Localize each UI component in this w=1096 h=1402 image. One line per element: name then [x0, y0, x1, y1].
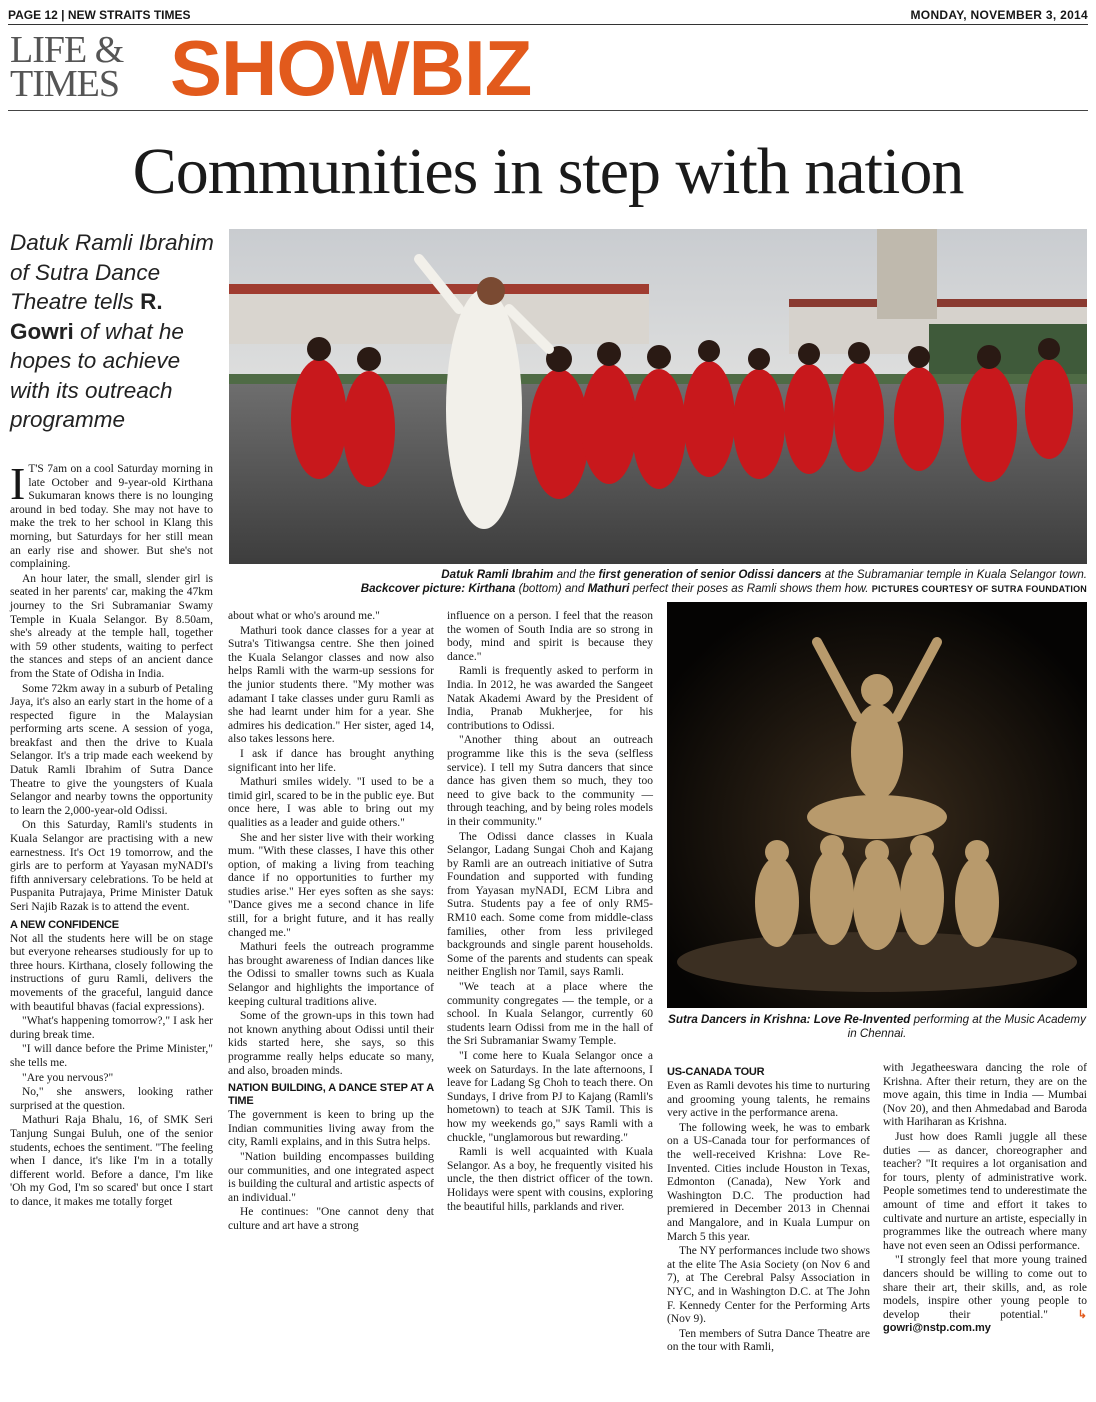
- article-column-4: [667, 1062, 870, 1397]
- subhead-new-confidence: A NEW CONFIDENCE: [10, 918, 119, 931]
- standfirst-intro: Datuk Ramli Ibrahim of Sutra Dance Theatre tells: [10, 230, 214, 314]
- subhead-nation-building: NATION BUILDING, A DANCE STEP AT A TIME: [228, 1082, 434, 1108]
- article-paragraph: Mathuri Raja Bhalu, 16, of SMK Seri Tanjung Sungai Buluh, one of the senior students, echoes the sentiment. "The feeling when I dance, it's like I'm in a totally different world. Before a dance, I'm like 'Oh my God, I'm so scared' but once I start to dance, it makes me totally forget: [10, 1114, 213, 1208]
- article-column-1: [10, 458, 213, 1393]
- article-paragraph: Some 72km away in a suburb of Petaling Jaya, it's also an early start in the home of a respected figure in the Malaysian performing arts scene. A session of yoga, breakfast and then the drive to Kuala Selangor. It's a trip made each weekend by Datuk Ramli Ibrahim of Sutra Dance Theatre to give the youngsters of Kuala Selangor and nearby towns the opportunity to learn the 2,000-year-old Odissi.: [10, 682, 213, 817]
- article-paragraph: "Another thing about an outreach programme like this is the seva (selfless service). I tell my Sutra dancers that since dance has given them so much, they too need to give back to the community — through teaching, and by being roles models in their community.": [447, 734, 653, 828]
- article-paragraph: "What's happening tomorrow?," I ask her during break time.: [10, 1015, 213, 1041]
- article-paragraph: An hour later, the small, slender girl is seated in her parents' car, making the 47km journey to the Sri Subramaniar Swamy Temple in Kuala Selangor. By 8.50am, she's already at the temple hall, together with 59 other students, waiting to perfect the stances and steps of an ancient dance from the State of Odisha in India.: [10, 572, 213, 680]
- photo-dancers-temple: [229, 229, 1087, 564]
- article-paragraph: Ramli is frequently asked to perform in India. In 2012, he was awarded the Sangeet Natak Akademi Award by the President of India, Pranab Mukherjee, for his contributions to Odissi.: [447, 665, 653, 732]
- section-title-showbiz: SHOWBIZ: [170, 24, 532, 112]
- standfirst-outro: of what he hopes to achieve with its outreach programme: [10, 318, 184, 432]
- caption2-name: Sutra Dancers in Krishna: Love Re-Invented: [668, 1013, 911, 1026]
- article-paragraph: The Odissi dance classes in Kuala Selangor, Ladang Sungai Choh and Kajang by Ramli are an outreach initiative of Sutra Foundation and supported with funding from Yayasan myNADI, ECM Libra and Sutra. Students pay a fee of only RM5-RM10 each. Some come from middle-class families, other from less privileged backgrounds and single parent households. Some of the parents and students can speak neither English nor Tamil, says Ramli.: [447, 830, 653, 979]
- article-paragraph: [883, 1254, 1087, 1336]
- section-label-life-times: [10, 29, 160, 105]
- caption-mid: and the: [556, 568, 596, 581]
- article-paragraph: No," she answers, looking rather surprised at the question.: [10, 1086, 213, 1112]
- paragraph-text: "I strongly feel that more young trained dancers should be willing to come out to share their art, their skills, and, as role models, inspire other young people to develop their potential.": [883, 1254, 1087, 1321]
- article-column-5: [883, 1062, 1087, 1397]
- caption-back-label: Backcover picture:: [360, 582, 466, 595]
- photo-caption-bottom: [667, 1013, 1087, 1041]
- photo-caption-top: [229, 568, 1087, 596]
- caption-kirthana: Kirthana: [468, 582, 516, 595]
- article-paragraph: She and her sister live with their working mum. "With these classes, I have this other option, of making a living from teaching dance if no opportunities to further my studies arise." Her eyes soften as she says: "Dance gives me a second chance in life still, for a bright future, and it has really changed me.": [228, 831, 434, 939]
- article-paragraph: "I come here to Kuala Selangor once a week on Saturdays. In the late afternoons, I leave for Ladang Sg Choh to teach there. On Sundays, I drive from PJ to Kajang (Ramli's hometown) to teach at SJK Tamil. This is how my weekends go," says Ramli with a chuckle, "unglamorous but rewarding.": [447, 1050, 653, 1144]
- caption2-rest: performing at the Music Academy in Chennai.: [847, 1013, 1086, 1040]
- article-paragraph: Just how does Ramli juggle all these duties — as dancer, choreographer and teacher? "It requires a lot organisation and for tours, plenty of administrative work. People sometimes tend to underestimate the amount of time and effort it takes to cultivate and nurture an artiste, especially in programmes like the outreach where many have not even seen an Odissi performance.: [883, 1130, 1087, 1252]
- article-paragraph: Ramli is well acquainted with Kuala Selangor. As a boy, he frequently visited his uncle, the then district officer of the town. Holidays were spent with cousins, exploring the beautiful hills, parklands and river.: [447, 1146, 653, 1213]
- article-paragraph: Ten members of Sutra Dance Theatre are on the tour with Ramli,: [667, 1327, 870, 1354]
- article-paragraph: influence on a person. I feel that the reason the women of South India are so strong in body, mind and spirit is because they dance.": [447, 610, 653, 663]
- article-paragraph: Mathuri took dance classes for a year at Sutra's Titiwangsa centre. She then joined the Kuala Selangor classes and now also helps Ramli with the warm-up sessions for the junior students there. "My mother was adamant I take classes under guru Ramli as she had learnt under him for a year. She admires his dedication." Her sister, aged 14, also takes lessons here.: [228, 624, 434, 746]
- photo-dancers-temple-art: [229, 229, 1087, 564]
- article-paragraph: "We teach at a place where the community congregates — the temple, or a school. In Kuala Selangor, currently 60 students learn Odissi from me in the hall of the Sri Subramaniar Swamy Temple.: [447, 981, 653, 1048]
- standfirst-author: R. Gowri: [10, 289, 163, 344]
- article-paragraph: Not all the students here will be on stage but everyone rehearses studiously for up to three hours. Kirthana, closely following the instructions of guru Ramli, delivers the movements of the graceful, languid dance with beautiful bhavas (facial expressions).: [10, 932, 213, 1013]
- article-column-3: [447, 610, 653, 1395]
- article-paragraph: On this Saturday, Ramli's students in Kuala Selangor are practising with a new earnestness. It's Oct 19 tomorrow, and the girls are to perform at Yayasan myNADI's fifth anniversary celebrations. To be held at Puspanita Putrajaya, Prime Minister Datuk Seri Najib Razak is to attend the event.: [10, 819, 213, 913]
- caption-place: at the Subramaniar temple in Kuala Selangor town.: [824, 568, 1087, 581]
- article-paragraph: The government is keen to bring up the Indian communities living away from the city, Ramli explains, and in this Sutra helps.: [228, 1109, 434, 1149]
- section-label-line-2: TIMES: [10, 63, 119, 105]
- article-paragraph: Mathuri feels the outreach programme has brought awareness of Indian dances like the Odissi to smaller towns such as Kuala Selangor and highlights the importance of keeping cultural traditions alive.: [228, 941, 434, 1008]
- article-paragraph: He continues: "One cannot deny that culture and art have a strong: [228, 1206, 434, 1232]
- author-email[interactable]: gowri@nstp.com.my: [883, 1322, 991, 1335]
- article-paragraph: with Jegatheeswara dancing the role of Krishna. After their return, they are on the move again, this time in India — Mumbai (Nov 20), and then Ahmedabad and Baroda with Hariharan as Krishna.: [883, 1062, 1087, 1129]
- paragraph-text: T'S 7am on a cool Saturday morning in late October and 9-year-old Kirthana Sukumaran knows there is no lounging around in bed today. She may not have to make the trek to her school in Klang this morning, but Saturdays for her still mean an early rise and shower. But she's not complaining.: [10, 463, 213, 571]
- article-paragraph: The NY performances include two shows at the elite The Asia Society (on Nov 6 and 7), at The Cerebral Palsy Association in NYC, and in Washington D.C. at The John F. Kennedy Center for the Performing Arts (Nov 9).: [667, 1245, 870, 1326]
- article-paragraph: I ask if dance has brought anything significant into her life.: [228, 747, 434, 774]
- article-paragraph: Some of the grown-ups in this town had not known anything about Odissi until their kids started here, she says, so this programme really helps educate so many, and also, broaden minds.: [228, 1010, 434, 1077]
- drop-cap: I: [10, 458, 26, 509]
- page-header-bar: [8, 8, 1088, 25]
- caption-bottom: (bottom) and: [518, 582, 585, 595]
- article-paragraph: about what or who's around me.": [228, 610, 380, 622]
- article-paragraph: Mathuri smiles widely. "I used to be a timid girl, scared to be in the public eye. But once here, I was able to bring out my qualities as a leader and guide others.": [228, 776, 434, 829]
- headline: Communities in step with nation: [132, 135, 964, 208]
- article-paragraph: "Nation building encompasses building our communities, and one integrated aspect is building the cultural and artistic aspects of an individual.": [228, 1150, 434, 1204]
- section-label-line-1: LIFE &: [10, 29, 124, 71]
- caption-mathuri: Mathuri: [587, 582, 630, 595]
- caption-name: Datuk Ramli Ibrahim: [441, 568, 554, 581]
- page-label: PAGE 12 | NEW STRAITS TIMES: [8, 8, 191, 22]
- issue-date: MONDAY, NOVEMBER 3, 2014: [910, 8, 1088, 22]
- standfirst: [10, 228, 215, 435]
- caption-group: first generation of senior Odissi dancers: [598, 568, 822, 581]
- article-paragraph: The following week, he was to embark on a US-Canada tour for performances of the well-received Krishna: Love Re-Invented. Cities include Houston in Texas, Edmonton (Canada), New York and Washington D.C. The production had premiered in December 2013 in Chennai and Mangalore, and in Kuala Lumpur on March 5 this year.: [667, 1121, 870, 1243]
- header-divider: [8, 110, 1088, 111]
- article-paragraph: "I will dance before the Prime Minister," she tells me.: [10, 1043, 213, 1069]
- photo-credit: PICTURES COURTESY OF SUTRA FOUNDATION: [871, 584, 1087, 594]
- article-paragraph: [10, 458, 213, 572]
- article-paragraph: Even as Ramli devotes his time to nurturing and grooming young talents, he remains very active in the performance arena.: [667, 1080, 870, 1120]
- photo-krishna-performance: [667, 602, 1087, 1008]
- subhead-us-canada-tour: US-CANADA TOUR: [667, 1066, 765, 1078]
- caption-rest: perfect their poses as Ramli shows them how.: [632, 582, 869, 595]
- arrow-icon: ↳: [1077, 1308, 1087, 1321]
- article-paragraph: "Are you nervous?": [22, 1071, 114, 1084]
- photo-krishna-performance-art: [667, 602, 1087, 1008]
- article-column-2: [228, 610, 434, 1395]
